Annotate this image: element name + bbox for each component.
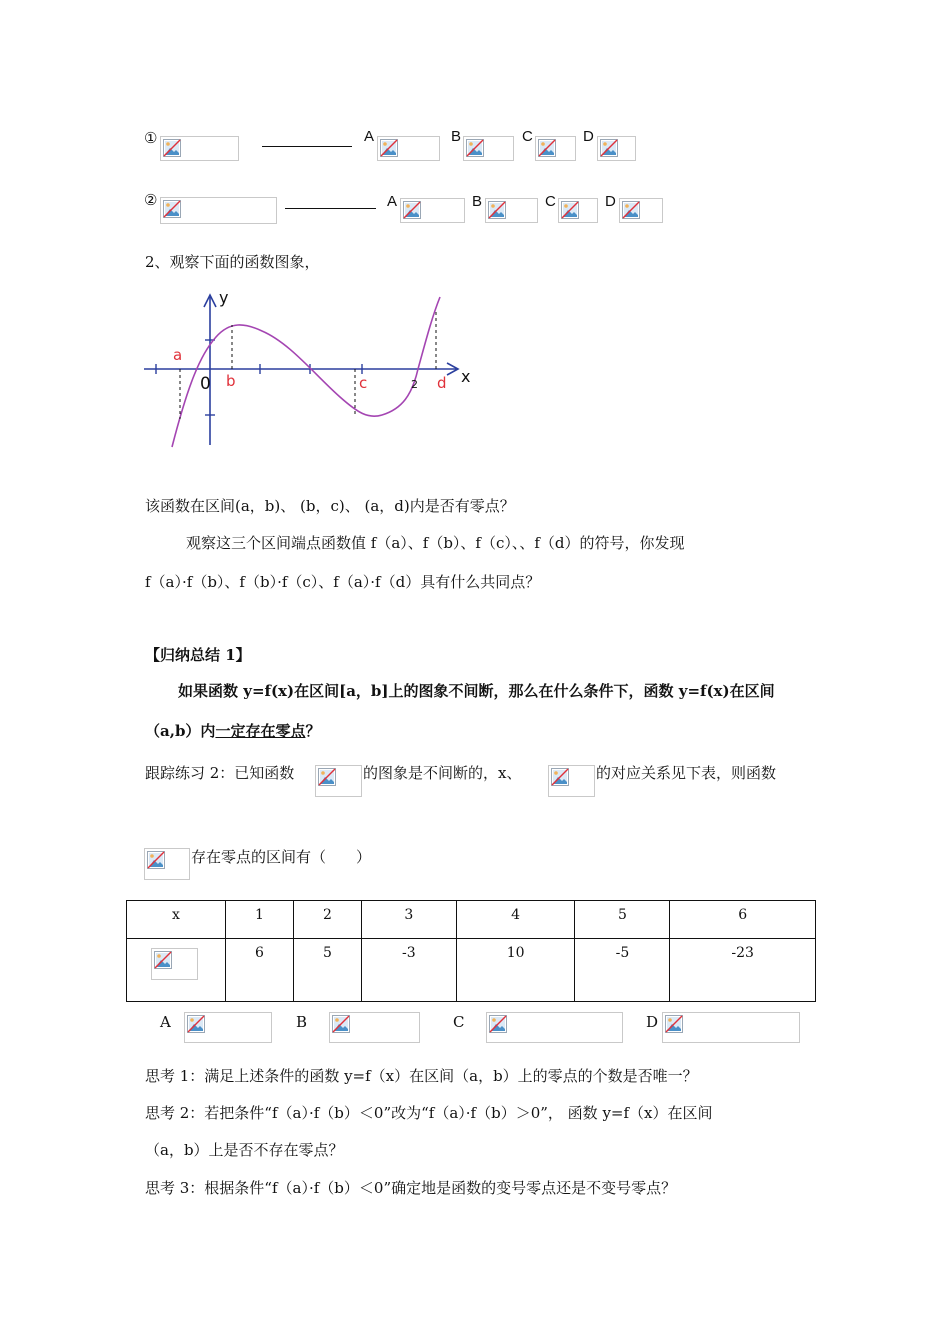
table-cell: -23	[670, 939, 816, 1002]
option-b-image	[485, 198, 538, 223]
question-2-title: 2、观察下面的函数图象，	[145, 253, 320, 271]
table-header-cell: x	[127, 901, 226, 939]
function-image	[151, 948, 198, 980]
variable-image	[548, 765, 595, 797]
think-2-line-1: 思考 2：若把条件“f（a）·f（b）＜0”改为“f（a）·f（b）＞0”， 函数 y=f（x）在区间	[145, 1104, 713, 1122]
broken-image-icon	[538, 139, 556, 157]
answer-blank	[262, 146, 352, 147]
broken-image-icon	[332, 1015, 350, 1033]
circled-number-1: ①	[144, 129, 158, 147]
summary-line-2-start: （a,b）内	[145, 722, 216, 740]
table-cell: -3	[361, 939, 456, 1002]
summary-line-2-underlined: 一定存在零点	[215, 722, 306, 740]
table-header-cell: 2	[293, 901, 361, 939]
option-c-image	[558, 198, 598, 223]
table-cell: -5	[575, 939, 670, 1002]
broken-image-icon	[147, 851, 165, 869]
answer-blank	[285, 208, 376, 209]
broken-image-icon	[380, 139, 398, 157]
summary-heading: 【归纳总结 1】	[145, 646, 251, 664]
option-d-image	[597, 136, 636, 161]
option-a-image	[400, 198, 465, 223]
option-b-image	[463, 136, 514, 161]
think-2-line-2: （a，b）上是否不存在零点？	[145, 1141, 344, 1159]
broken-image-icon	[600, 139, 618, 157]
tick-2-label: 2	[411, 378, 418, 391]
option-b-label: B	[451, 128, 462, 145]
table-row	[127, 939, 816, 1002]
think-3: 思考 3：根据条件“f（a）·f（b）＜0”确定地是函数的变号零点还是不变号零点？	[145, 1179, 677, 1197]
formula-image	[160, 136, 239, 161]
broken-image-icon	[488, 201, 506, 219]
broken-image-icon	[403, 201, 421, 219]
broken-image-icon	[318, 768, 336, 786]
table-cell: 6	[226, 939, 294, 1002]
summary-line-2	[145, 721, 320, 741]
answer-b-label: B	[296, 1013, 308, 1031]
formula-image	[160, 197, 277, 224]
broken-image-icon	[163, 200, 181, 218]
y-axis-label: y	[219, 288, 229, 307]
option-a-image	[377, 136, 440, 161]
answer-d-image	[662, 1012, 800, 1043]
table-header-cell: 4	[456, 901, 575, 939]
broken-image-icon	[665, 1015, 683, 1033]
answer-c-image	[486, 1012, 623, 1043]
option-c-label: C	[522, 128, 533, 145]
point-c-label: c	[359, 374, 368, 392]
answer-d-label: D	[646, 1013, 659, 1031]
practice-part-3: 的对应关系见下表，则函数	[596, 764, 777, 782]
table-cell: 10	[456, 939, 575, 1002]
table-header-cell: 3	[361, 901, 456, 939]
option-a-label: A	[364, 128, 375, 145]
function-image	[144, 848, 190, 880]
point-a-label: a	[173, 346, 183, 364]
point-d-label: d	[437, 374, 447, 392]
broken-image-icon	[154, 951, 172, 969]
question-line-2: 观察这三个区间端点函数值 f（a）、f（b）、f（c）、、f（d）的符号，你发现	[186, 534, 685, 552]
option-d-label: D	[605, 193, 616, 210]
broken-image-icon	[489, 1015, 507, 1033]
function-image	[315, 765, 362, 797]
broken-image-icon	[622, 201, 640, 219]
answer-a-image	[184, 1012, 272, 1043]
option-c-label: C	[545, 193, 556, 210]
dashed-guides	[180, 310, 436, 419]
broken-image-icon	[551, 768, 569, 786]
point-b-label: b	[226, 372, 236, 390]
summary-line-2-end: ？	[305, 722, 321, 740]
table-header-cell: 6	[670, 901, 816, 939]
option-d-label: D	[583, 128, 594, 145]
function-curve	[172, 297, 440, 447]
value-table	[126, 900, 816, 1002]
x-axis-label: x	[461, 367, 471, 386]
option-d-image	[619, 198, 663, 223]
answer-c-label: C	[453, 1013, 465, 1031]
broken-image-icon	[163, 139, 181, 157]
y-axis	[204, 295, 216, 445]
origin-label: 0	[200, 374, 211, 394]
question-line-3: f（a）·f（b）、f（b）·f（c）、f（a）·f（d）具有什么共同点？	[145, 573, 541, 591]
broken-image-icon	[561, 201, 579, 219]
answer-b-image	[329, 1012, 420, 1043]
table-cell: 5	[293, 939, 361, 1002]
answer-a-label: A	[160, 1013, 171, 1031]
circled-number-2: ②	[144, 191, 158, 209]
question-line-1: 该函数在区间(a，b)、 (b，c)、 (a，d)内是否有零点？	[145, 497, 515, 515]
table-header-cell: 1	[226, 901, 294, 939]
summary-line-1: 如果函数 y=f(x)在区间[a，b]上的图象不间断，那么在什么条件下，函数 y=f(x)在区间	[178, 682, 775, 700]
table-header-cell: 5	[575, 901, 670, 939]
practice-line-2: 存在零点的区间有（ ）	[191, 848, 372, 866]
table-row	[127, 901, 816, 939]
practice-part-2: 的图象是不间断的，x、	[363, 764, 522, 782]
option-a-label: A	[387, 193, 398, 210]
option-c-image	[535, 136, 576, 161]
practice-part-1: 跟踪练习 2：已知函数	[145, 764, 295, 782]
think-1: 思考 1：满足上述条件的函数 y=f（x）在区间（a，b）上的零点的个数是否唯一？	[145, 1067, 698, 1085]
option-b-label: B	[472, 193, 483, 210]
x-axis	[144, 363, 458, 375]
function-graph	[140, 285, 480, 455]
broken-image-icon	[187, 1015, 205, 1033]
broken-image-icon	[466, 139, 484, 157]
table-row-label-cell	[127, 939, 226, 1002]
